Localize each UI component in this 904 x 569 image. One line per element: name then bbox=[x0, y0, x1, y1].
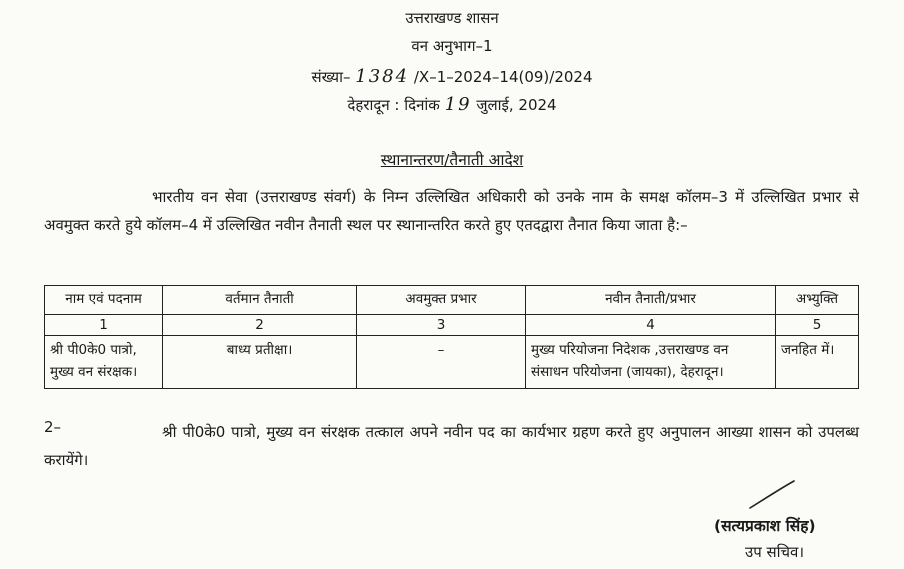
signatory-name: (सत्यप्रकाश सिंह) bbox=[714, 517, 816, 535]
date-line bbox=[0, 94, 904, 115]
order-paragraph-2: श्री पी0के0 पात्रो, मुख्य वन संरक्षक तत्काल अपने नवीन पद का कार्यभार ग्रहण करते हुए अनुपालन आख्या शासन को उपलब्ध करायेंगे। bbox=[44, 423, 859, 469]
table-header: अभ्युक्ति bbox=[776, 286, 859, 315]
table-row bbox=[45, 336, 859, 389]
table-header: वर्तमान तैनाती bbox=[163, 286, 357, 315]
remarks-cell: जनहित में। bbox=[776, 336, 859, 389]
column-number: 5 bbox=[776, 315, 859, 336]
date-suffix: जुलाई, 2024 bbox=[476, 96, 557, 114]
new-posting-cell: मुख्य परियोजना निदेशक ,उत्तराखण्ड वन संसाधन परियोजना (जायका), देहरादून। bbox=[526, 336, 776, 389]
relieved-charge-cell: – bbox=[357, 336, 526, 389]
signature-mark bbox=[748, 478, 798, 512]
column-number: 2 bbox=[163, 315, 357, 336]
table-header: नवीन तैनाती/प्रभार bbox=[526, 286, 776, 315]
current-posting-cell: बाध्य प्रतीक्षा। bbox=[163, 336, 357, 389]
column-number: 3 bbox=[357, 315, 526, 336]
column-number: 1 bbox=[45, 315, 163, 336]
letter-number bbox=[0, 66, 904, 87]
letter-number-suffix: /X–1–2024–14(09)/2024 bbox=[413, 68, 593, 86]
table-header: अवमुक्त प्रभार bbox=[357, 286, 526, 315]
officer-name-cell: श्री पी0के0 पात्रो, मुख्य वन संरक्षक। bbox=[45, 336, 163, 389]
column-number: 4 bbox=[526, 315, 776, 336]
letter-number-prefix: संख्या– bbox=[311, 68, 351, 86]
letter-number-handwritten: 1384 bbox=[355, 66, 410, 87]
date-handwritten: 19 bbox=[444, 94, 472, 115]
signatory-designation: उप सचिव। bbox=[745, 543, 805, 561]
section-heading: वन अनुभाग–1 bbox=[411, 37, 493, 55]
order-paragraph-1: भारतीय वन सेवा (उत्तराखण्ड संवर्ग) के निम्न उल्लिखित अधिकारी को उनके नाम के समक्ष कॉलम–3 में उल्लिखित प्रभार से अवमुक्त करते हुये कॉलम–4 में उल्लिखित नवीन तैनाती स्थल पर स्थानान्तरित करते हुए एतदद्वारा तैनात किया जाता है:– bbox=[44, 188, 859, 234]
date-prefix: देहरादून : दिनांक bbox=[347, 96, 440, 114]
posting-table bbox=[44, 285, 859, 389]
paragraph-2-number: 2– bbox=[44, 418, 62, 436]
table-header: नाम एवं पदनाम bbox=[45, 286, 163, 315]
table-header-row bbox=[45, 286, 859, 315]
column-number-row bbox=[45, 315, 859, 336]
order-subject: स्थानान्तरण/तैनाती आदेश bbox=[380, 151, 524, 169]
department-heading: उत्तराखण्ड शासन bbox=[405, 9, 499, 27]
